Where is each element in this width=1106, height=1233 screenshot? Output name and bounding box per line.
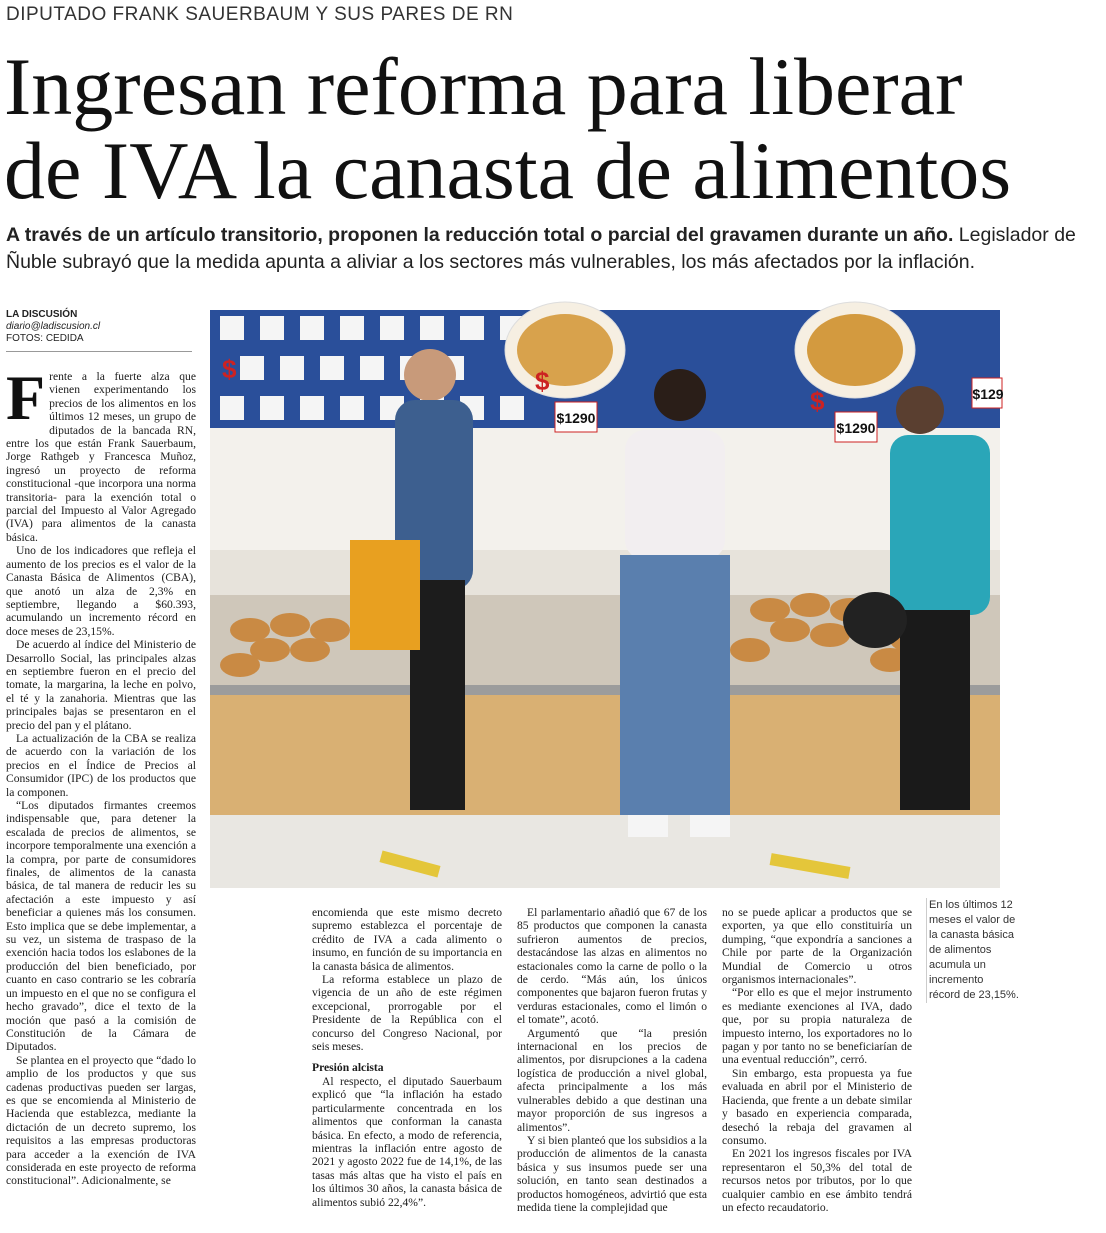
- price-tag-1: [555, 402, 597, 432]
- paragraph-9: Al respecto, el diputado Sauerbaum explicó que “la inflación ha estado particularmente concentrada en los alimentos que conforman la canasta básica. En efecto, a modo de referencia, mientras la inflación entre agosto de 2021 y agosto 2022 fue de 14,1%, de las tasas más altas que ha visto el país en los últimos 30 años, la canasta básica de alimentos subió 22,4%”.: [312, 1074, 502, 1209]
- svg-text:$: $: [222, 354, 237, 384]
- byline-photos: FOTOS: CEDIDA: [6, 333, 84, 344]
- price-tag-3: [972, 378, 1004, 408]
- svg-text:$: $: [810, 386, 825, 416]
- lead-bold: A través de un artículo transitorio, proponen la reducción total o parcial del gravamen durante un año.: [6, 224, 954, 246]
- headline-line-1: Ingresan reforma para liberar: [4, 41, 963, 132]
- paragraph-16: En 2021 los ingresos fiscales por IVA representaron el 50,3% del total de recursos netos por tributos, por lo que cualquier cambio en ese ámbito tendrá un efecto recaudatorio.: [722, 1147, 912, 1214]
- paragraph-8: La reforma establece un plazo de vigencia de un año de este régimen excepcional, prorrogable por el Presidente de la República con el concurso del Congreso Nacional, por seis meses.: [312, 973, 502, 1054]
- article-column-3: [517, 906, 707, 1214]
- sidebar-line: En los últimos 12: [929, 899, 1013, 911]
- paragraph-6: Se plantea en el proyecto que “dado lo amplio de los productos y que sus cadenas productivas pueden ser largas, es que se encomienda al Ministerio de Hacienda que establezca, mediante la dictación de un decreto supremo, los requisitos a las empresas productoras para acceder a la exención de IVA considerada en este proyecto de reforma constitucional”. Adicionalmente, se: [6, 1053, 196, 1188]
- sidebar-line: récord de 23,15%.: [929, 989, 1019, 1001]
- paragraph-5: “Los diputados firmantes creemos indispensable que, para detener la escalada de precios de alimentos, se incorpore temporalmente una exención a la compra, por parte de consumidores finales, de alimentos de la canasta básica, de tal manera de reducir les su afectación a este impuesto y así beneficiar a quienes más los consumen. Esto implica que se debe implementar, a su vez, un sistema de traspaso de la exención hacia todos los eslabones de la producción del bien beneficiado, por cuanto en caso contrario se les cobraría un impuesto en el que no se configura el hecho gravado”, dice el texto de la moción que pasó a la comisión de Constitución de la Cámara de Diputados.: [6, 799, 196, 1054]
- article-photo: [210, 310, 1004, 888]
- lead-paragraph: [6, 222, 1106, 276]
- headline-line-2: de IVA la canasta de alimentos: [4, 125, 1012, 216]
- paragraph-2: Uno de los indicadores que refleja el aumento de los precios es el valor de la Canasta Básica de Alimentos (CBA), que anotó un alza de 2,3% en septiembre, llegando a $60.393, acumulando un incremento récord en doce meses de 23,15%.: [6, 544, 196, 638]
- svg-text:$: $: [535, 366, 550, 396]
- paragraph-7: encomienda que este mismo decreto supremo establezca el porcentaje de crédito de IVA a cada alimento o insumo, en función de su importancia en la canasta básica de alimentos.: [312, 906, 502, 973]
- sidebar-line: la canasta básica: [929, 929, 1014, 941]
- article-column-4: [722, 906, 912, 1214]
- svg-text:$129: $129: [972, 386, 1004, 402]
- paragraph-4: La actualización de la CBA se realiza de acuerdo con la variación de los precios en el Índice de Precios al Consumidor (IPC) de los productos que la componen.: [6, 731, 196, 799]
- paragraph-3: De acuerdo al índice del Ministerio de Desarrollo Social, las principales alzas en septiembre fueron en el precio del tomate, la margarina, la leche en polvo, el té y la zanahoria. Mientras que las principales bajas se presentaron en el precio del pan y el plátano.: [6, 638, 196, 732]
- paragraph-15: Sin embargo, esta propuesta ya fue evaluada en abril por el Ministerio de Hacienda, que frente a un debate similar y basado en experiencia comparada, desechó la rebaja del gravamen al consumo.: [722, 1066, 912, 1147]
- paragraph-11: Argumentó que “la presión internacional en los precios de alimentos, por disrupciones a la cadena logística de producción a nivel global, afecta principalmente a los más vulnerables debido a que destinan una mayor proporción de sus ingresos a alimentos”.: [517, 1026, 707, 1134]
- article-column-1: [6, 362, 196, 1188]
- svg-text:$1290: $1290: [556, 410, 596, 426]
- lead-line-2: Ñuble subrayó que la medida apunta a aliviar a los sectores más vulnerables, los más afectados por la inflación.: [6, 251, 976, 273]
- headline: [4, 41, 1044, 216]
- lead-rest: Legislador de: [953, 224, 1076, 246]
- article-column-2: [312, 906, 502, 1209]
- photo-illustration: [210, 310, 1004, 888]
- paragraph-12: Y si bien planteó que los subsidios a la producción de alimentos de la canasta básica y sus insumos puede ser una solución, en tanto sean destinados a productos homogéneos, advirtió que esta medida tiene la complejidad que: [517, 1133, 707, 1214]
- sidebar-callout: [926, 898, 1019, 1003]
- sidebar-line: de alimentos: [929, 944, 992, 956]
- paragraph-13: no se puede aplicar a productos que se exporten, ya que ello constituiría un dumping, “que expondría a sanciones a Chile por parte de la Organización Mundial de Comercio u otros organismos internacionales”.: [722, 906, 912, 987]
- subhead: Presión alcista: [312, 1061, 384, 1075]
- person-woman-center: [620, 369, 730, 837]
- price-tag-2: [835, 412, 877, 442]
- drop-cap: F: [6, 362, 46, 433]
- byline-source: LA DISCUSIÓN: [6, 309, 78, 320]
- svg-text:$1290: $1290: [836, 420, 876, 436]
- sidebar-line: incremento: [929, 974, 984, 986]
- byline-email: diario@ladiscusion.cl: [6, 321, 101, 332]
- paragraph-1: Frente a la fuerte alza que vienen experimentando los precios de los alimentos en los últimos 12 meses, un grupo de diputados de la bancada RN, entre los que están Frank Sauerbaum, Jorge Rathgeb y Francesca Muñoz, ingresó un proyecto de reforma constitucional -que incorpora una norma transitoria- para la exención total o parcial del Impuesto al Valor Agregado (IVA) para alimentos de la canasta básica.: [6, 362, 196, 544]
- paragraph-14: “Por ello es que el mejor instrumento es mediante exenciones al IVA, dado que, por su propia naturaleza de impuesto interno, los exportadores no lo pagan y por tanto no se beneficiarían de una eventual reducción”, cerró.: [722, 986, 912, 1067]
- kicker: DIPUTADO FRANK SAUERBAUM Y SUS PARES DE RN: [6, 4, 514, 25]
- sidebar-line: acumula un: [929, 959, 986, 971]
- sidebar-line: meses el valor de: [929, 914, 1016, 926]
- byline: [6, 309, 192, 352]
- paragraph-10: El parlamentario añadió que 67 de los 85 productos que componen la canasta sufrieron aumentos de precios, destacándose las alzas en alimentos no estacionales como la carne de pollo o la de cerdo. “Más aún, los únicos componentes que bajaron fueron frutas y verduras estacionales, como el limón o el tomate”, acotó.: [517, 906, 707, 1027]
